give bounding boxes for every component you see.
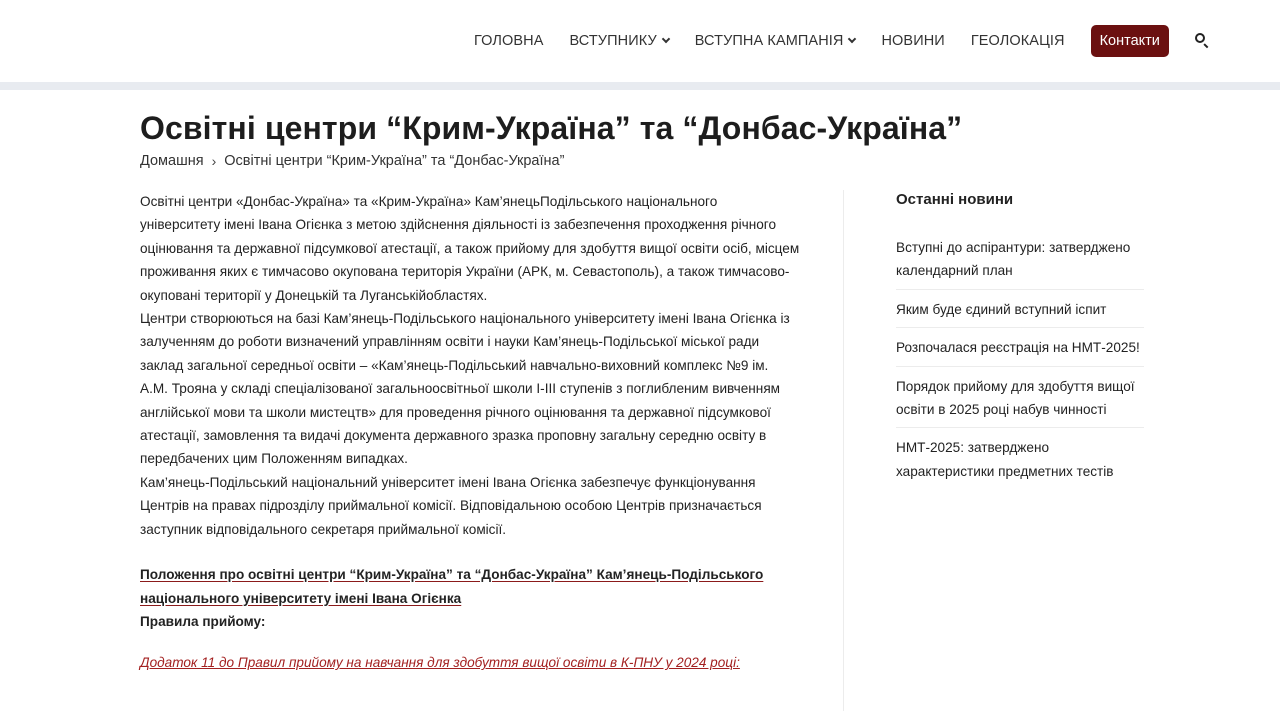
sidebar-title: Останні новини: [896, 191, 1014, 208]
nav-item-geolocation[interactable]: [971, 33, 1065, 49]
nav-item-label: НОВИНИ: [881, 32, 945, 49]
breadcrumb-home-link[interactable]: Домашня: [140, 153, 204, 169]
news-item[interactable]: Порядок прийому для здобуття вищої освіти в 2025 році набув чинності: [896, 367, 1144, 429]
search-icon[interactable]: [1195, 33, 1211, 49]
nav-item-label: ВСТУПНИКУ: [569, 32, 657, 49]
content-paragraph: Центри створюються на базі Кам’янець-Подільського національного університету імені Івана Огієнка із залученням до роботи визначений управлінням освіти і науки Кам’янець-Подільської міської ради заклад загальної середньої освіти – «Кам’янець-Подільський навчально-виховний комплекс №9 ім. А.М. Трояна у складі спеціалізованої загальноосвітньої школи I-III ступенів з поглибленим вивченням англійської мови та школи мистецтв» для проведення річного оцінювання та державної підсумкової атестації, замовлення та видачі документа державного зразка проповну загальну середню освіту в передбачених цим Положенням випадках.: [140, 311, 790, 467]
site-header: [0, 0, 1280, 82]
nav-item-label: ГЕОЛОКАЦІЯ: [970, 32, 1065, 49]
nav-item-news[interactable]: [881, 33, 944, 49]
main-nav: [474, 24, 1211, 57]
chevron-down-icon: [662, 34, 670, 42]
annex-document-link[interactable]: Додаток 11 до Правил прийому на навчання для здобуття вищої освіти в К-ПНУ у 2024 році:: [140, 655, 740, 671]
nav-item-admission-campaign[interactable]: [695, 33, 856, 49]
nav-item-home[interactable]: [474, 33, 543, 49]
breadcrumb: [140, 153, 564, 169]
news-list: [896, 228, 1144, 489]
content-paragraph: Кам’янець-Подільський національний університет імені Івана Огієнка забезпечує функціонування Центрів на правах підрозділу приймальної комісії. Відповідальною особою Центрів призначається заступник відповідального секретаря приймальної комісії.: [140, 474, 762, 537]
page-title: Освітні центри “Крим-Україна” та “Донбас-Україна”: [140, 110, 963, 146]
breadcrumb-separator-icon: ›: [211, 153, 217, 169]
header-divider: [0, 82, 1280, 90]
news-item[interactable]: Розпочалася реєстрація на НМТ-2025!: [896, 328, 1144, 366]
nav-item-applicant[interactable]: [569, 33, 668, 49]
news-item[interactable]: НМТ-2025: затверджено характеристики предметних тестів: [896, 440, 1114, 479]
chevron-down-icon: [848, 34, 856, 42]
main-content: [140, 190, 800, 675]
contacts-button[interactable]: Контакти: [1091, 25, 1169, 57]
column-divider: [843, 190, 844, 711]
breadcrumb-current: Освітні центри “Крим-Україна” та “Донбас-Україна”: [224, 153, 565, 169]
nav-item-label: ВСТУПНА КАМПАНІЯ: [694, 32, 844, 49]
content-paragraph: Освітні центри «Донбас-Україна» та «Крим-Україна» Кам’янецьПодільського національного університету імені Івана Огієнка з метою здійснення діяльності із забезпечення проходження річного оцінювання та державної підсумкової атестації, а також прийому для здобуття вищої освіти осіб, місцем проживання яких є тимчасово окупована територія України (АРК, м. Севастополь), а також тимчасово-окуповані території у Донецькій та Луганськійобластях.: [140, 194, 800, 303]
rules-heading: Правила прийому:: [140, 613, 266, 629]
regulation-document-link[interactable]: Положення про освітні центри “Крим-Україна” та “Донбас-Україна” Кам’янець-Подільського національного університету імені Івана Огієнка: [140, 567, 764, 606]
news-item[interactable]: Яким буде єдиний вступний іспит: [896, 290, 1144, 328]
news-item[interactable]: Вступні до аспірантури: затверджено календарний план: [896, 228, 1144, 290]
sidebar-latest-news: [896, 190, 1144, 489]
nav-item-label: ГОЛОВНА: [474, 32, 544, 49]
